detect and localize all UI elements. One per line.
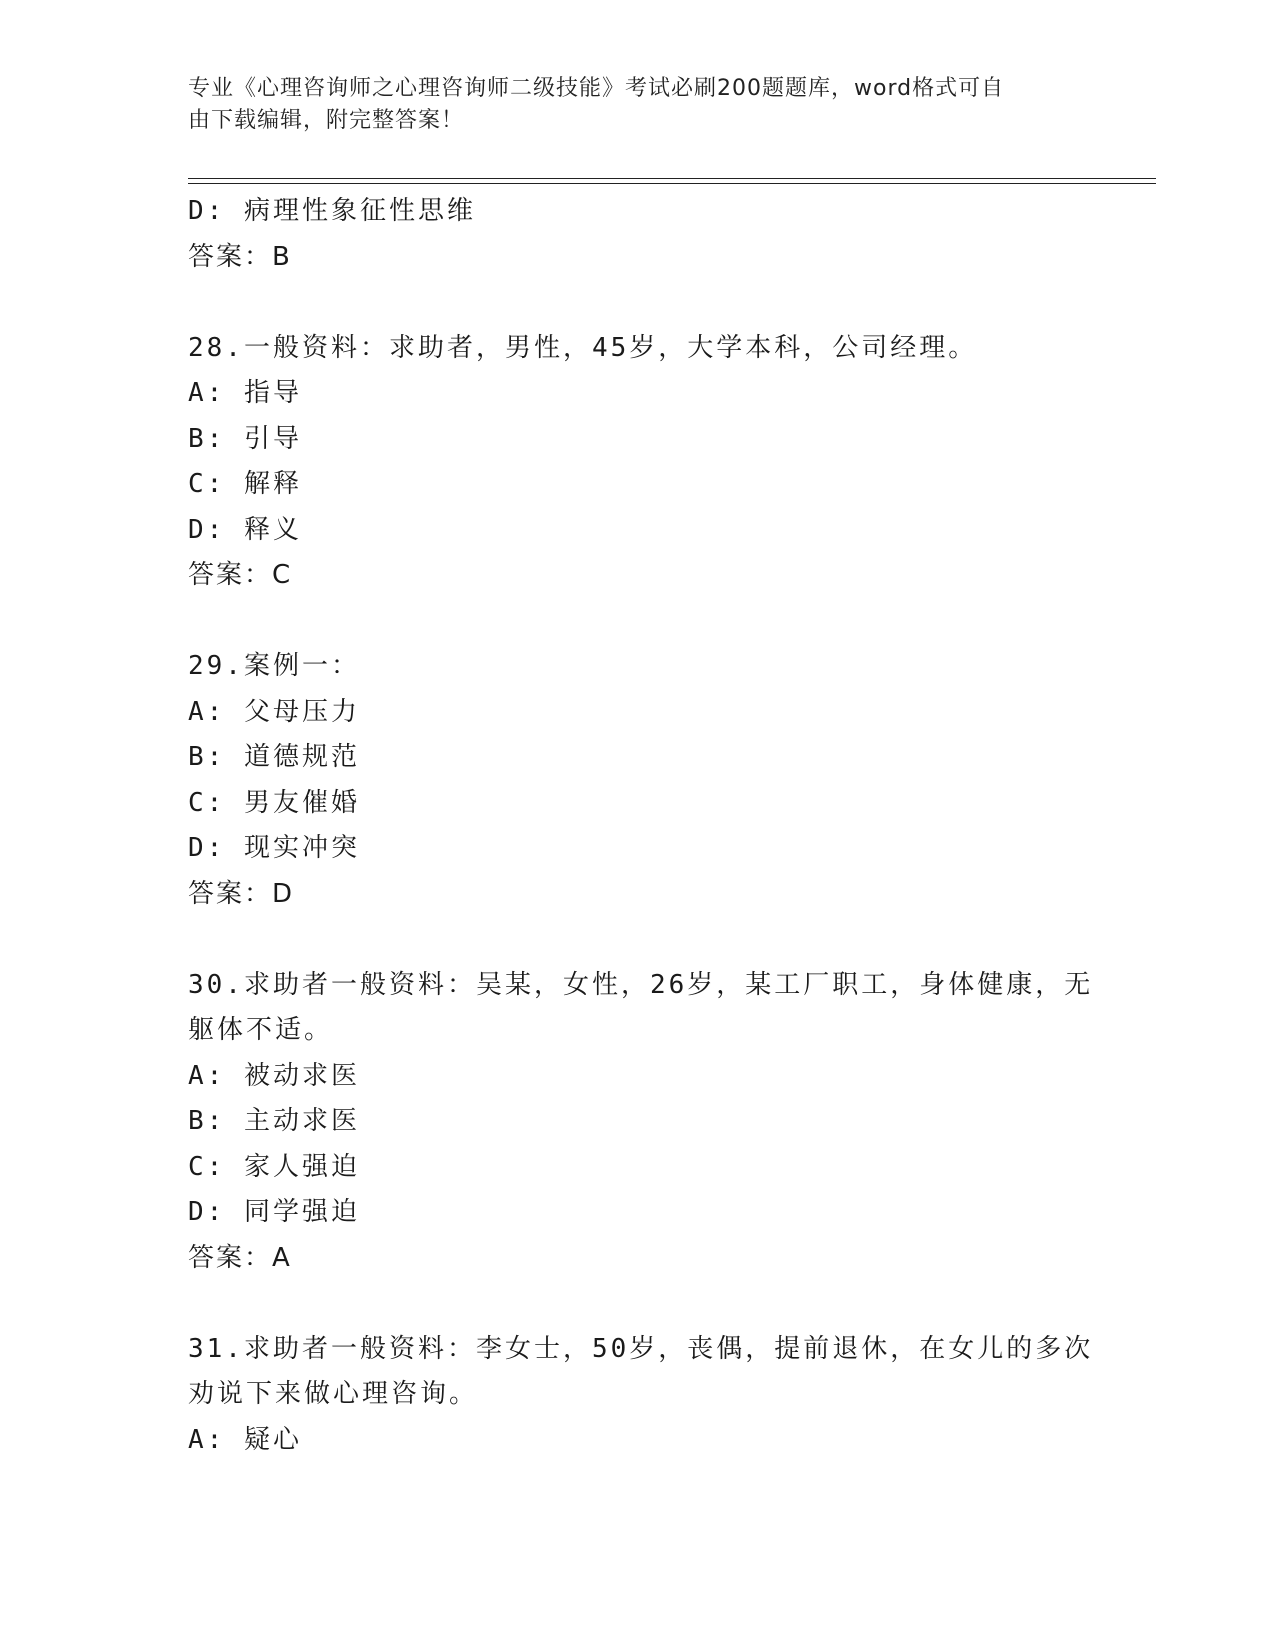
option-c: C: 家人强迫 xyxy=(188,1151,360,1182)
spacer xyxy=(188,280,1088,326)
question-stem-line-2: 劝说下来做心理咨询。 xyxy=(188,1379,479,1409)
question-30 xyxy=(188,963,1094,1282)
spacer xyxy=(188,1281,1088,1327)
spacer xyxy=(188,917,1088,963)
answer-line: 答案：D xyxy=(188,878,295,909)
question-28 xyxy=(188,326,1088,599)
header-divider-top xyxy=(188,178,1156,179)
header-divider-bottom xyxy=(188,183,1156,184)
option-c: C: 男友催婚 xyxy=(188,787,360,818)
header-line-1: 专业《心理咨询师之心理咨询师二级技能》考试必刷200题题库，word格式可自 xyxy=(188,76,1005,101)
option-a: A: 父母压力 xyxy=(188,696,360,727)
answer-line: 答案：B xyxy=(188,241,292,272)
option-d: D: 病理性象征性思维 xyxy=(188,196,476,226)
option-b: B: 道德规范 xyxy=(188,742,360,772)
question-stem-line-1: 31.求助者一般资料：李女士，50岁，丧偶，提前退休，在女儿的多次 xyxy=(188,1333,1094,1364)
option-d: D: 释义 xyxy=(188,514,302,545)
question-29 xyxy=(188,644,1088,917)
answer-line: 答案：A xyxy=(188,1242,292,1273)
question-27-tail xyxy=(188,189,1088,280)
document-header xyxy=(188,73,1068,137)
question-stem-line-1: 30.求助者一般资料：吴某，女性，26岁，某工厂职工，身体健康，无 xyxy=(188,969,1094,1000)
option-d: D: 同学强迫 xyxy=(188,1197,360,1227)
question-stem: 29.案例一： xyxy=(188,651,360,681)
spacer xyxy=(188,599,1088,645)
header-line-2: 由下载编辑，附完整答案！ xyxy=(188,108,465,133)
option-b: B: 主动求医 xyxy=(188,1106,360,1136)
question-stem-line-2: 躯体不适。 xyxy=(188,1015,334,1045)
option-b: B: 引导 xyxy=(188,423,302,454)
option-a: A: 指导 xyxy=(188,378,302,408)
question-list xyxy=(188,189,1094,1463)
option-c: C: 解释 xyxy=(188,469,302,499)
option-a: A: 疑心 xyxy=(188,1424,302,1455)
question-stem: 28.一般资料：求助者，男性，45岁，大学本科，公司经理。 xyxy=(188,332,978,363)
option-a: A: 被动求医 xyxy=(188,1060,360,1091)
answer-line: 答案：C xyxy=(188,560,293,590)
option-d: D: 现实冲突 xyxy=(188,833,360,863)
question-31 xyxy=(188,1327,1094,1464)
